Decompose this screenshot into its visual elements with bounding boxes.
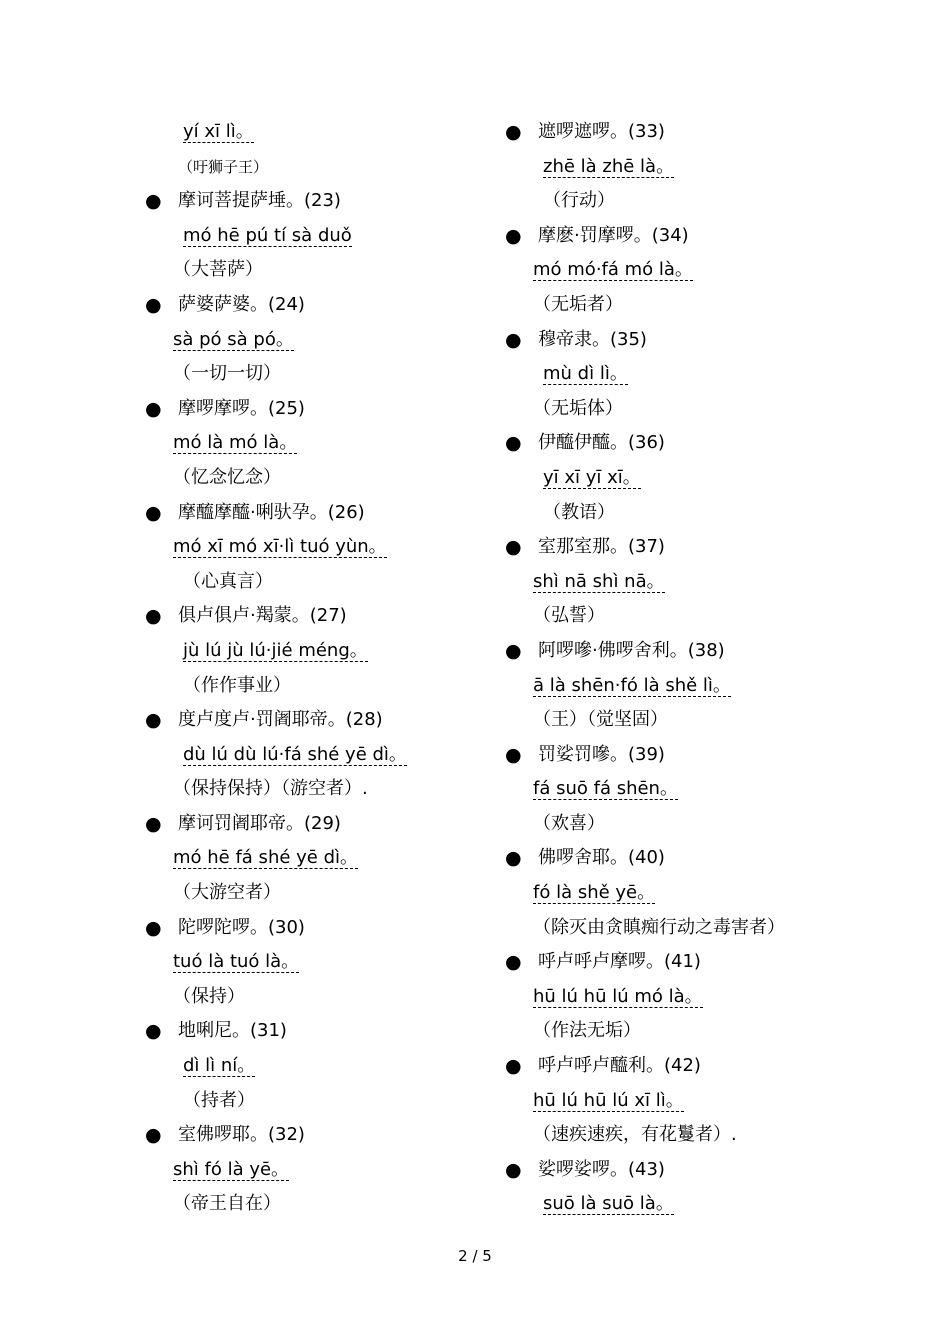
bullet-icon: ● <box>145 397 162 420</box>
mantra-line <box>145 392 565 427</box>
gloss-text: （持者） <box>183 1089 255 1111</box>
pinyin-line <box>145 323 565 358</box>
bullet-icon: ● <box>505 432 522 455</box>
bullet-icon: ● <box>505 121 522 143</box>
pinyin-text: tuó là tuó là。 <box>173 951 300 973</box>
bullet-icon: ● <box>505 1158 522 1181</box>
bullet-icon: ● <box>145 1020 162 1043</box>
pinyin-line <box>505 669 925 704</box>
gloss-text: （作法无垢） <box>533 1020 641 1042</box>
pinyin-text: zhē là zhē là。 <box>543 155 675 177</box>
bullet-icon: ● <box>145 812 162 835</box>
pinyin-text: mù dì lì。 <box>543 363 628 385</box>
gloss-line <box>145 669 565 704</box>
mantra-text: 室佛啰耶。(32) <box>178 1124 305 1146</box>
pinyin-text: mó xī mó xī·lì tuó yùn。 <box>173 536 387 558</box>
mantra-line <box>505 738 925 773</box>
gloss-text: （无垢体） <box>533 397 623 419</box>
mantra-line <box>505 1153 925 1188</box>
mantra-line <box>505 323 925 358</box>
gloss-line <box>145 150 565 185</box>
pinyin-line <box>505 1187 925 1222</box>
gloss-text: （帝王自在） <box>173 1193 281 1215</box>
gloss-line <box>505 288 925 323</box>
gloss-text: （弘誓） <box>533 605 605 627</box>
mantra-line <box>145 911 565 946</box>
pinyin-line <box>145 1049 565 1084</box>
mantra-line <box>145 184 565 219</box>
bullet-icon: ● <box>145 190 162 213</box>
bullet-icon: ● <box>145 605 162 628</box>
mantra-text: 呼卢呼卢醯利。(42) <box>538 1055 701 1077</box>
gloss-text: （一切一切） <box>173 363 281 385</box>
pinyin-text: hū lú hū lú mó là。 <box>533 985 703 1007</box>
pinyin-line <box>145 219 565 254</box>
bullet-icon: ● <box>145 501 162 524</box>
left-column <box>145 115 565 1222</box>
mantra-line <box>505 841 925 876</box>
gloss-line <box>505 1118 925 1153</box>
pinyin-text: dù lú dù lú·fá shé yē dì。 <box>183 743 407 765</box>
gloss-line <box>145 1084 565 1119</box>
gloss-text: （忆念忆念） <box>173 466 281 488</box>
mantra-line <box>145 703 565 738</box>
pinyin-line <box>145 530 565 565</box>
pinyin-line <box>505 980 925 1015</box>
mantra-text: 佛啰舍耶。(40) <box>538 847 665 869</box>
mantra-text: 摩醯摩醯·唎驮孕。(26) <box>178 501 365 523</box>
gloss-text: （吁狮子王） <box>178 157 269 176</box>
mantra-text: 摩诃罚阇耶帝。(29) <box>178 812 341 834</box>
gloss-text: （作作事业） <box>183 674 291 696</box>
gloss-text: （心真言） <box>183 570 273 592</box>
bullet-icon: ● <box>505 743 522 766</box>
pinyin-text: hū lú hū lú xī lì。 <box>533 1089 684 1111</box>
mantra-line <box>145 1118 565 1153</box>
gloss-line <box>145 357 565 392</box>
gloss-text: （速疾速疾，有花鬘者）. <box>533 1124 737 1146</box>
gloss-line <box>145 565 565 600</box>
pinyin-line <box>505 876 925 911</box>
pinyin-line <box>145 634 565 669</box>
gloss-line <box>505 807 925 842</box>
pinyin-line <box>145 738 565 773</box>
pinyin-line <box>505 461 925 496</box>
gloss-line <box>145 980 565 1015</box>
pinyin-line <box>145 841 565 876</box>
bullet-icon: ● <box>145 293 162 316</box>
mantra-line <box>505 115 925 150</box>
pinyin-text: suō là suō là。 <box>543 1193 674 1215</box>
gloss-text: （欢喜） <box>533 812 605 834</box>
mantra-line <box>145 599 565 634</box>
pinyin-text: mó là mó là。 <box>173 432 298 454</box>
mantra-line <box>505 219 925 254</box>
mantra-text: 地唎尼。(31) <box>178 1020 287 1042</box>
gloss-text: （大游空者） <box>173 882 281 904</box>
mantra-line <box>505 530 925 565</box>
pinyin-text: ā là shēn·fó là shě lì。 <box>533 674 731 696</box>
mantra-line <box>145 807 565 842</box>
pinyin-line <box>505 772 925 807</box>
mantra-line <box>505 634 925 669</box>
gloss-line <box>505 392 925 427</box>
bullet-icon: ● <box>505 847 522 870</box>
mantra-text: 度卢度卢·罚阇耶帝。(28) <box>178 709 383 731</box>
gloss-text: （保持保持）（游空者）. <box>173 778 368 800</box>
mantra-line <box>505 945 925 980</box>
pinyin-line <box>505 357 925 392</box>
gloss-line <box>145 461 565 496</box>
mantra-text: 遮啰遮啰。(33) <box>538 121 665 142</box>
gloss-text: （行动） <box>543 190 615 212</box>
pinyin-line <box>505 1084 925 1119</box>
pinyin-text: yī xī yī xī。 <box>543 466 641 488</box>
pinyin-text: shì fó là yē。 <box>173 1158 290 1180</box>
gloss-line <box>505 496 925 531</box>
mantra-text: 萨婆萨婆。(24) <box>178 293 305 315</box>
pinyin-text: sà pó sà pó。 <box>173 328 294 350</box>
mantra-text: 呼卢呼卢摩啰。(41) <box>538 951 701 973</box>
gloss-line <box>505 599 925 634</box>
pinyin-text: mó mó·fá mó là。 <box>533 259 693 281</box>
pinyin-text: jù lú jù lú·jié méng。 <box>183 639 368 661</box>
right-column <box>505 115 925 1222</box>
mantra-line <box>145 288 565 323</box>
gloss-line <box>145 1187 565 1222</box>
gloss-line <box>505 184 925 219</box>
gloss-line <box>505 703 925 738</box>
mantra-text: 陀啰陀啰。(30) <box>178 916 305 938</box>
gloss-text: （除灭由贪瞋痴行动之毒害者） <box>533 916 785 938</box>
bullet-icon: ● <box>145 1124 162 1147</box>
pinyin-text: yí xī lì。 <box>183 121 254 142</box>
pinyin-text: shì nā shì nā。 <box>533 570 665 592</box>
bullet-icon: ● <box>505 224 522 247</box>
mantra-text: 阿啰嘇·佛啰舍利。(38) <box>538 639 725 661</box>
gloss-line <box>145 876 565 911</box>
gloss-line <box>505 1014 925 1049</box>
gloss-line <box>145 772 565 807</box>
mantra-text: 罚娑罚嘇。(39) <box>538 743 665 765</box>
mantra-line <box>505 426 925 461</box>
pinyin-text: dì lì ní。 <box>183 1055 256 1077</box>
bullet-icon: ● <box>505 639 522 662</box>
pinyin-text: fá suō fá shēn。 <box>533 778 678 800</box>
gloss-text: （保持） <box>173 985 245 1007</box>
mantra-line <box>505 1049 925 1084</box>
gloss-text: （王）（觉坚固） <box>533 709 668 731</box>
pinyin-line <box>145 1153 565 1188</box>
gloss-line <box>505 911 925 946</box>
mantra-text: 摩诃菩提萨埵。(23) <box>178 190 341 212</box>
mantra-text: 室那室那。(37) <box>538 536 665 558</box>
pinyin-line <box>505 565 925 600</box>
pinyin-line <box>505 253 925 288</box>
gloss-text: （大菩萨） <box>173 259 263 281</box>
bullet-icon: ● <box>145 916 162 939</box>
mantra-text: 俱卢俱卢·羯蒙。(27) <box>178 605 347 627</box>
page-number: 2 / 5 <box>458 1247 492 1265</box>
pinyin-text: fó là shě yē。 <box>533 882 656 904</box>
mantra-text: 娑啰娑啰。(43) <box>538 1158 665 1180</box>
pinyin-line <box>145 115 565 150</box>
pinyin-line <box>145 945 565 980</box>
bullet-icon: ● <box>505 536 522 559</box>
bullet-icon: ● <box>505 951 522 974</box>
gloss-text: （教语） <box>543 501 615 523</box>
pinyin-text: mó hē fá shé yē dì。 <box>173 847 359 869</box>
mantra-line <box>145 496 565 531</box>
mantra-text: 伊醯伊醯。(36) <box>538 432 665 454</box>
pinyin-text: mó hē pú tí sà duǒ <box>183 224 352 246</box>
bullet-icon: ● <box>505 1055 522 1078</box>
bullet-icon: ● <box>145 709 162 732</box>
mantra-text: 穆帝隶。(35) <box>538 328 647 350</box>
gloss-line <box>145 253 565 288</box>
pinyin-line <box>505 150 925 185</box>
gloss-text: （无垢者） <box>533 293 623 315</box>
mantra-text: 摩啰摩啰。(25) <box>178 397 305 419</box>
pinyin-line <box>145 426 565 461</box>
bullet-icon: ● <box>505 328 522 351</box>
mantra-text: 摩麽·罚摩啰。(34) <box>538 224 689 246</box>
mantra-line <box>145 1014 565 1049</box>
